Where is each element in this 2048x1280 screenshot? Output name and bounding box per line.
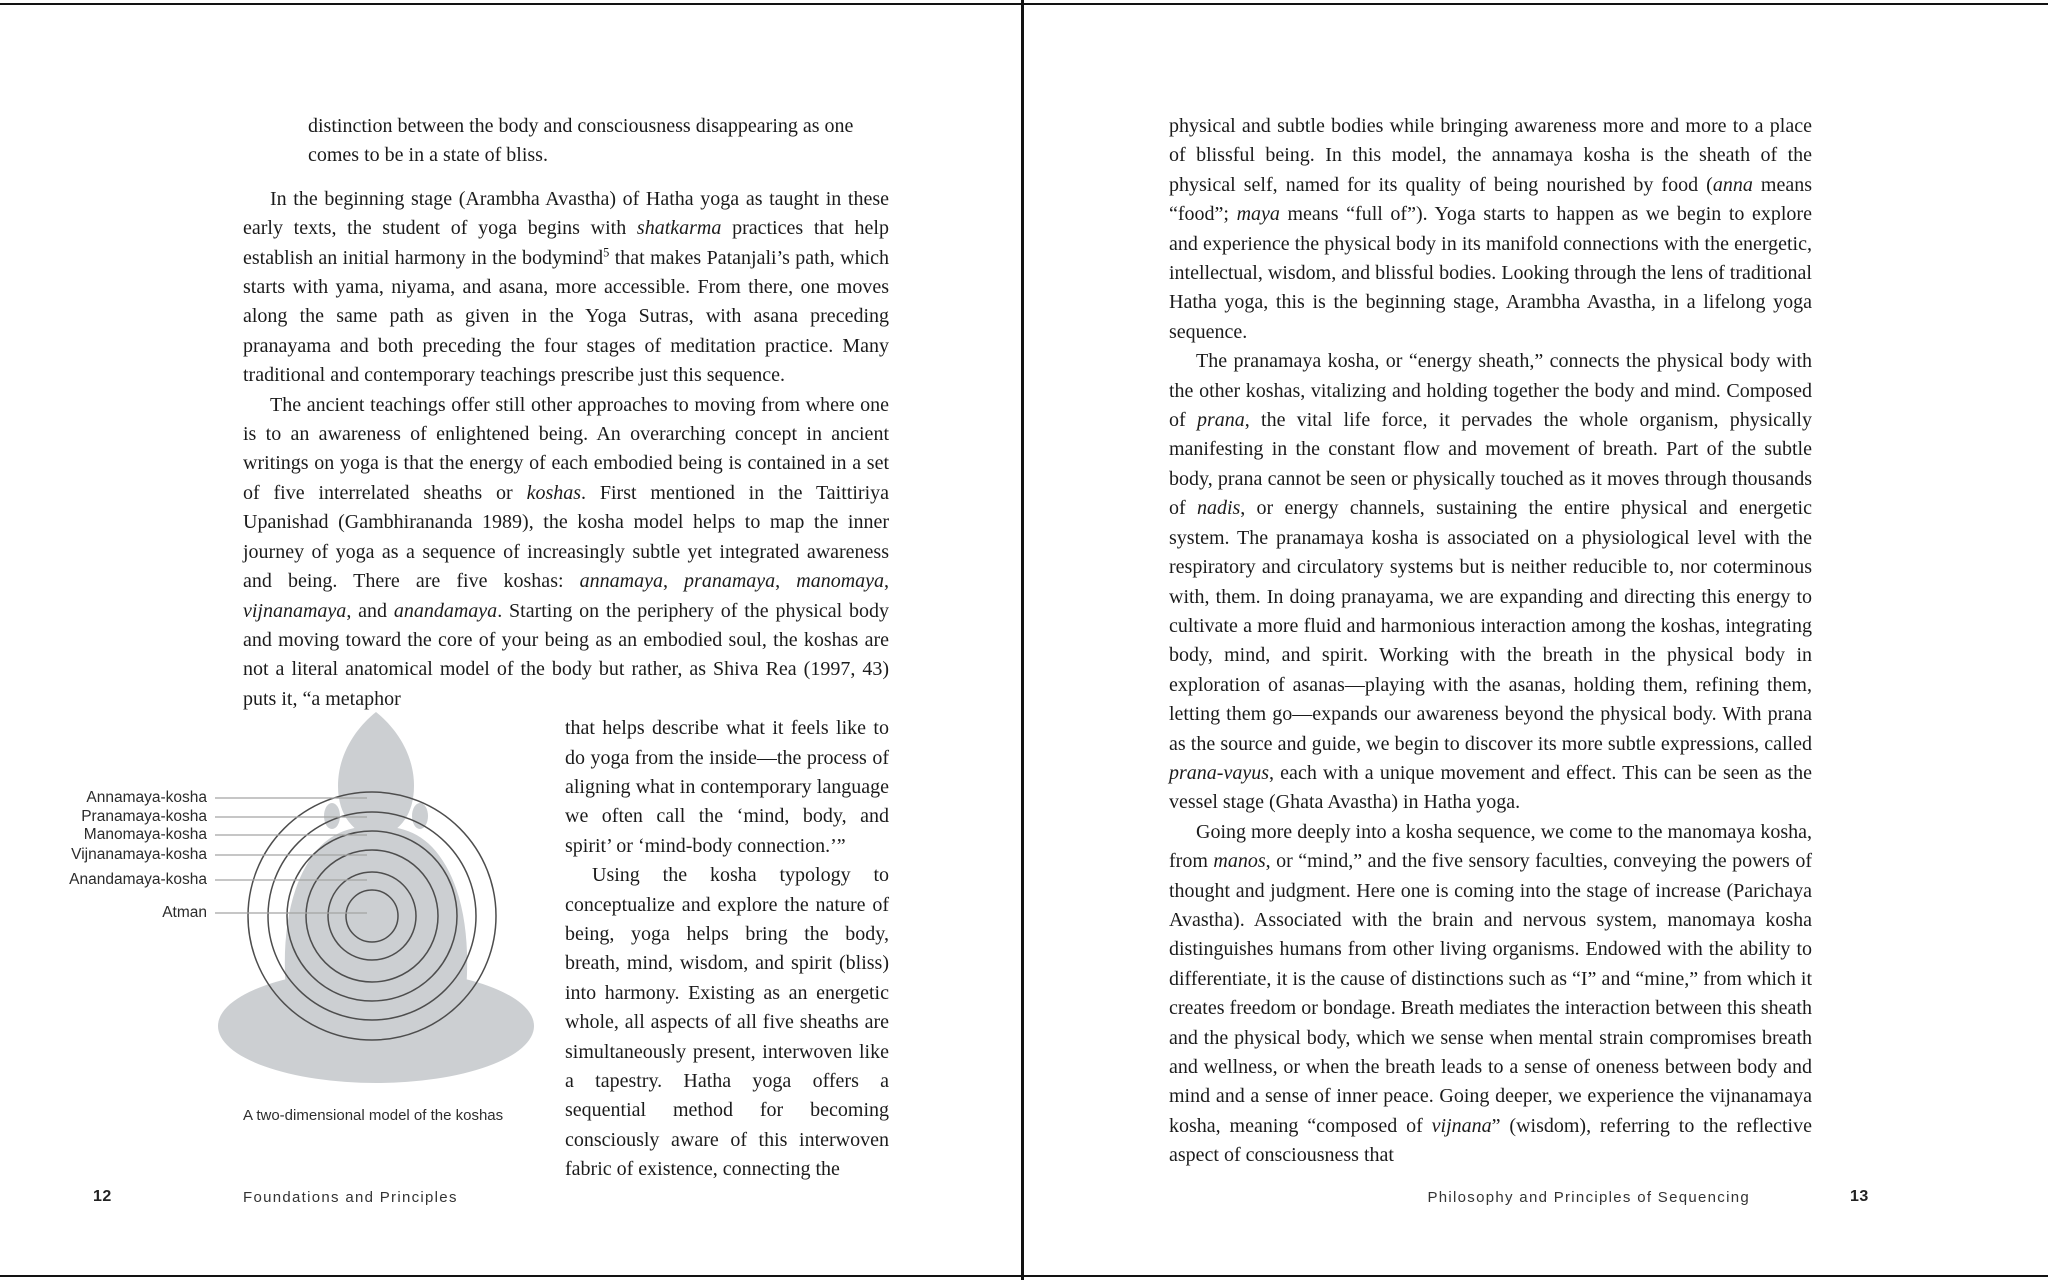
page-number-left: 12 [93,1188,112,1205]
quote-continuation-paragraph: distinction between the body and consciousness disappearing as one comes to be in a state of bliss. [308,115,854,167]
paragraph-ancient-teachings: The ancient teachings offer still other approaches to moving from where one is to an awareness of enlightened being. An overarching concept in ancient writings on yoga is that the energy of each embodied being is contained in a set of five interrelated sheaths or koshas. First mentioned in the Taittiriya Upanishad (Gambhirananda 1989), the kosha model helps to map the inner journey of yoga as a sequence of increasingly subtle yet integrated awareness and being. There are five koshas: annamaya, pranamaya, manomaya, vijnanamaya, and anandamaya. Starting on the periphery of the physical body and moving toward the core of your being as an embodied soul, the koshas are not a literal anatomical model of the body but rather, as Shiva Rea (1997, 43) puts it, “a metaphor [243,393,890,710]
paragraph-manomaya: Going more deeply into a kosha sequence, we come to the manomaya kosha, from manos, or “mind,” and the five sensory faculties, conveying the powers of thought and judgment. Here one is coming into the stage of increase (Parichaya Avastha). Associated with the brain and nervous system, manomaya kosha distinguishes humans from other living organisms. Endowed with the ability to differentiate, it is the cause of distinctions such as “I” and “mine,” from which it creates freedom or bondage. Breath mediates the interaction between this sheath and the physical body, which we sense when mental strain compromises breath and wellness, or when the breath leads to a sense of oneness between body and mind and a sense of inner peace. Going deeper, we experience the vijnanamaya kosha, meaning “composed of vijnana” (wisdom), referring to the reflective aspect of consciousness that [1169,820,1812,1167]
paragraph-using-kosha: Using the kosha typology to conceptualize and explore the nature of being, yoga helps bring the body, breath, mind, wisdom, and spirit (bliss) into harmony. Existing as an energetic whole, all aspects of all five sheaths are simultaneously present, interwoven like a tapestry. Hatha yoga offers a sequential method for becoming consciously aware of this interwoven fabric of existence, connecting the [565,864,889,1181]
label-vijnanamaya-kosha: Vijnanamaya-kosha [71,846,207,863]
page-number-right: 13 [1850,1188,1869,1205]
label-manomaya-kosha: Manomaya-kosha [83,826,207,843]
silhouette-ear-right [412,803,428,829]
figure-caption: A two-dimensional model of the koshas [243,1107,504,1124]
paragraph-ancient-teachings-continued: that helps describe what it feels like to do yoga from the inside—the process of aligning what in contemporary language we often call the ‘mind, body, and spirit’ or ‘mind-body connection.’” [565,717,889,857]
label-pranamaya-kosha: Pranamaya-kosha [81,808,207,825]
book-page-right [1024,0,2048,1280]
kosha-diagram-graphic [88,700,550,1120]
silhouette-torso [285,826,467,1034]
label-annamaya-kosha: Annamaya-kosha [86,789,207,806]
right-text-column [1169,112,1812,1171]
kosha-diagram [69,700,550,1120]
label-atman: Atman [162,904,207,921]
label-anandamaya-kosha: Anandamaya-kosha [69,871,207,888]
silhouette-ear-left [324,803,340,829]
silhouette-head [338,712,414,838]
paragraph-beginning-stage: In the beginning stage (Arambha Avastha) of Hatha yoga as taught in these early texts, the student of yoga begins with shatkarma practices that help establish an initial harmony in the bodymind$^5$ that makes Patanjali’s path, which starts with yama, niyama, and asana, more accessible. From there, one moves along the same path as given in the Yoga Sutras, with asana preceding pranayama and both preceding the four stages of meditation practice. Many traditional and contemporary teachings prescribe just this sequence. [243,187,890,387]
running-head-right: Philosophy and Principles of Sequencing [1427,1189,1750,1206]
paragraph-pranamaya: The pranamaya kosha, or “energy sheath,” connects the physical body with the other koshas, vitalizing and holding together the body and mind. Composed of prana, the vital life force, it pervades the whole organism, physically manifesting in the constant flow and movement of breath. Part of the subtle body, prana cannot be seen or physically touched as it moves through thousands of nadis, or energy channels, sustaining the entire physical and energetic system. The pranamaya kosha is associated on a physiological level with the respiratory and circulatory systems but is neither reducible to, nor coterminous with, them. In doing pranayama, we are expanding and directing this energy to cultivate a more fluid and harmonious interaction among the koshas, integrating body, mind, and spirit. Working with the breath in the physical body in exploration of asanas—playing with the asanas, holding them, refining them, letting them go—expands our awareness beyond the physical body. With prana as the source and guide, we begin to discover its more subtle expressions, called prana-vayus, each with a unique movement and effect. This can be seen as the vessel stage (Ghata Avastha) in Hatha yoga. [1169,350,1812,814]
running-head-left: Foundations and Principles [243,1189,458,1206]
paragraph-physical-subtle: physical and subtle bodies while bringing awareness more and more to a place of blissful being. In this model, the annamaya kosha is the sheath of the physical self, named for its quality of being nourished by food (anna means “food”; maya means “full of”). Yoga starts to happen as we begin to explore and experience the physical body in its manifold connections with the energetic, intellectual, wisdom, and blissful bodies. Looking through the lens of traditional Hatha yoga, this is the beginning stage, Arambha Avastha, in a lifelong yoga sequence. [1169,115,1812,343]
